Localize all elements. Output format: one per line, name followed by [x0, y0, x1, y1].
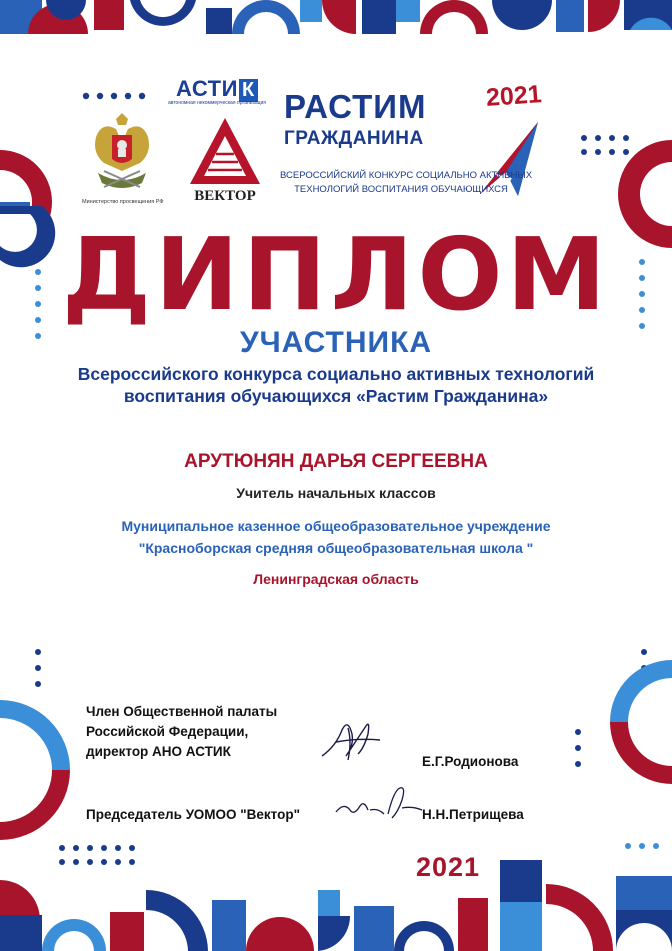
- contest-logo-subtitle-line2: ТЕХНОЛОГИЙ ВОСПИТАНИЯ ОБУЧАЮЩИХСЯ: [294, 184, 508, 195]
- astik-logo-subtitle: автономная некоммерческая организация: [168, 100, 266, 106]
- signature-petrishcheva: [332, 780, 428, 824]
- contest-logo-title-line2: ГРАЖДАНИНА: [284, 128, 424, 149]
- contest-description-line1: Всероссийского конкурса социально активных технологий: [77, 364, 595, 384]
- footer-year: 2021: [416, 852, 481, 882]
- coat-of-arms-icon: [82, 113, 162, 197]
- contest-description: [0, 363, 672, 407]
- astik-logo-letter: К: [239, 79, 258, 102]
- ministry-caption: Министерство просвещения РФ: [82, 199, 164, 205]
- recipient-position: Учитель начальных классов: [236, 485, 436, 501]
- astik-logo-name: АСТИ: [176, 76, 238, 101]
- signer1-title-line1: Член Общественной палаты: [86, 704, 278, 719]
- signer2-name: Н.Н.Петрищева: [422, 807, 524, 822]
- organization-line1: Муниципальное казенное общеобразовательное учреждение: [121, 518, 551, 534]
- signer1-title-line2: Российской Федерации,: [86, 724, 249, 739]
- vector-logo-name: ВЕКТОР: [194, 188, 256, 204]
- contest-logo-title-line1: РАСТИМ: [284, 88, 427, 125]
- triangle-logo-icon: [186, 116, 264, 188]
- astik-logo: [168, 76, 264, 110]
- recipient-region: Ленинградская область: [253, 571, 419, 587]
- signer2-title: Председатель УОМОО "Вектор": [86, 807, 300, 822]
- certificate-title: ДИПЛОМ: [61, 216, 611, 333]
- contest-logo-subtitle-line1: ВСЕРОССИЙСКИЙ КОНКУРС СОЦИАЛЬНО АКТИВНЫХ: [280, 170, 533, 181]
- contest-logo-year: 2021: [485, 80, 543, 112]
- contest-logo: [280, 78, 550, 208]
- signer1-title-line3: директор АНО АСТИК: [86, 744, 231, 759]
- signer1-title: [86, 702, 346, 762]
- certificate-subtitle: УЧАСТНИКА: [239, 326, 433, 359]
- signature-rodionova: [318, 716, 384, 764]
- organization-line2: "Красноборская средняя общеобразовательная школа ": [138, 540, 534, 556]
- recipient-name: АРУТЮНЯН ДАРЬЯ СЕРГЕЕВНА: [184, 451, 488, 472]
- contest-description-line2: воспитания обучающихся «Растим Гражданина»: [123, 386, 549, 406]
- signer1-name: Е.Г.Родионова: [422, 754, 519, 769]
- ministry-logo: [82, 113, 162, 209]
- vector-logo: [186, 116, 264, 208]
- recipient-organization: [0, 515, 672, 559]
